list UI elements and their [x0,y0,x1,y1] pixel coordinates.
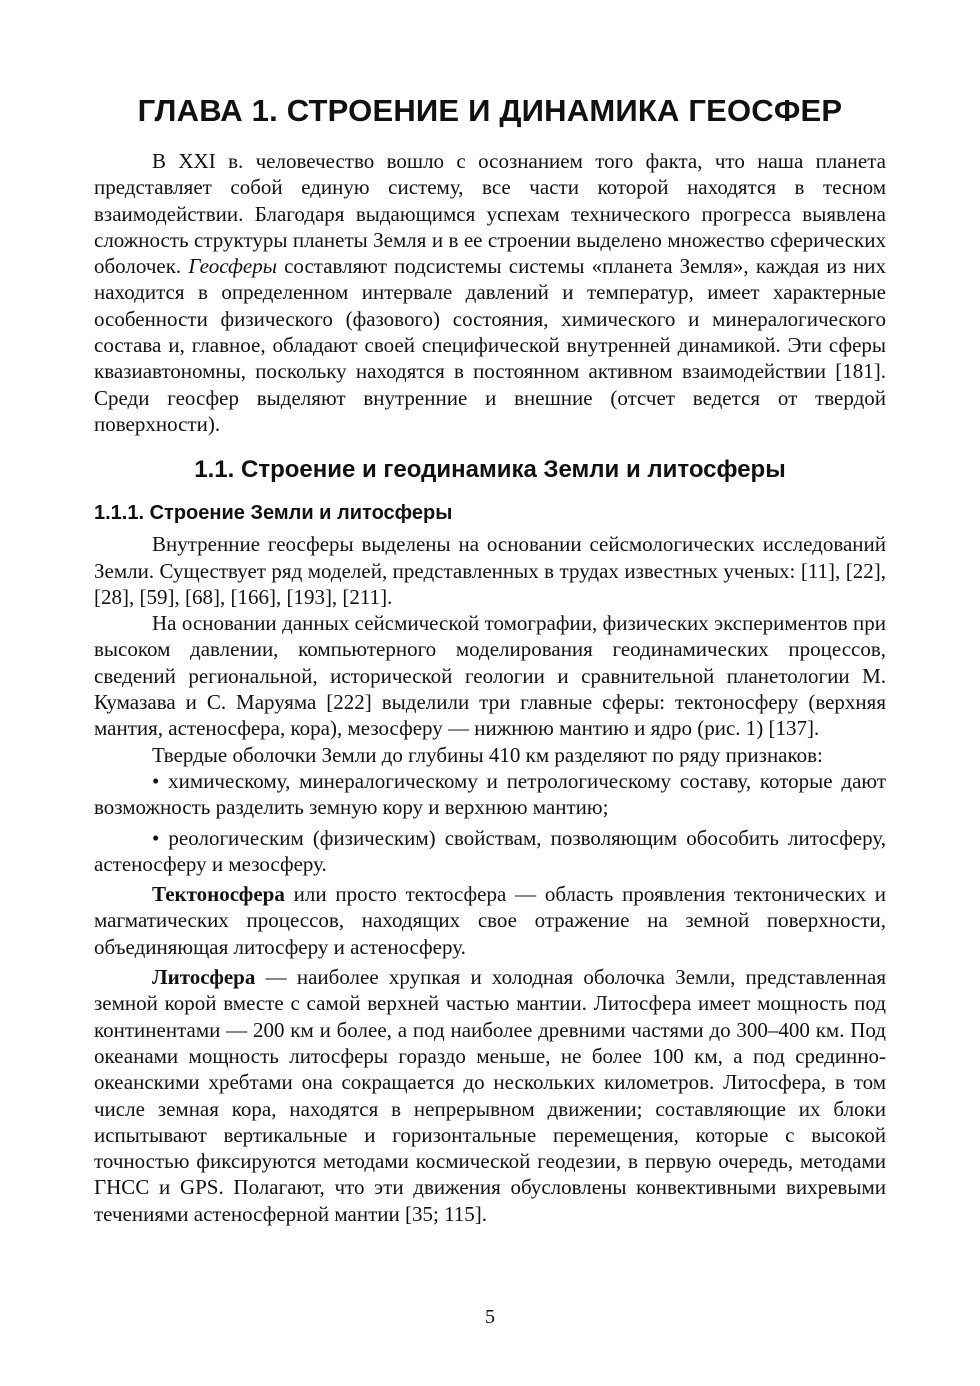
subsection-title: 1.1.1. Строение Земли и литосферы [94,502,453,525]
intro-text-1: В XXI в. человечество вошло с осознанием того факта, что наша планета представляет собой единую систему, все части которой находятся в тесном взаимодействии. Благодаря выдающимся успехам технического прогресса выявлена сложность структуры планеты Земля и в ее строении выделено множество сферических оболочек. [94,149,886,279]
term-tectonosphere: Тектоносфера [152,882,285,907]
tectonosphere-text: или просто тектосфера — область проявления тектонических и магматических процессов, находящих свое отражение на земной поверхности, объединяющая литосферу и астеносферу. [94,882,886,959]
intro-paragraph [94,148,886,437]
paragraph-lithosphere [94,964,886,1227]
intro-text-2: составляют подсистемы системы «планета Земля», каждая из них находится в определенном интервале давлений и температур, имеет характерные особенности физического (фазового) состояния, химического и минералогического состава и, главное, обладают своей специфической внутренней динамикой. Эти сферы квазиавтономны, поскольку находятся в постоянном активном взаимодействии [181]. Среди геосфер выделяют внутренние и внешние (отсчет ведется от твердой поверхности). [94,254,886,436]
section-title: 1.1. Строение и геодинамика Земли и литосферы [194,456,786,484]
paragraph-tomography: На основании данных сейсмической томографии, физических экспериментов при высоком давлении, компьютерного моделирования геодинамических процессов, сведений региональной, исторической геологии и сравнительной планетологии М. Кумазава и С. Маруяма [222] выделили три главные сферы: тектоносферу (верхняя мантия, астеносфера, кора), мезосферу — нижнюю мантию и ядро (рис. 1) [137]. [94,611,886,741]
intro-italic-term: Геосферы [188,254,277,279]
paragraph-seismology: Внутренние геосферы выделены на основании сейсмологических исследований Земли. Существует ряд моделей, представленных в трудах известных ученых: [11], [22], [28], [59], [68], [166], [193], [211]. [94,532,886,609]
page-content [94,86,886,1227]
page-number: 5 [485,1306,495,1328]
lithosphere-text: — наиболее хрупкая и холодная оболочка Земли, представленная земной корой вместе с самой верхней частью мантии. Литосфера имеет мощность под континентами — 200 км и более, а под наиболее древними частями до 300–400 км. Под океанами мощность литосферы гораздо меньше, не более 100 км, а под срединно-океанскими хребтами она сокращается до нескольких километров. Литосфера, в том числе земная кора, находятся в непрерывном движении; составляющие их блоки испытывают вертикальные и горизонтальные перемещения, которые с высокой точностью фиксируются методами космической геодезии, в первую очередь, методами ГНСС и GPS. Полагают, что эти движения обусловлены конвективными вихревыми течениями астеносферной мантии [35; 115]. [94,965,886,1226]
bullet-item-rheology: • реологическим (физическим) свойствам, позволяющим обособить литосферу, астеносферу и мезосферу. [94,825,886,876]
term-lithosphere: Литосфера [152,965,256,990]
bullet-item-composition: • химическому, минералогическому и петрологическому составу, которые дают возможность разделить земную кору и верхнюю мантию; [94,768,886,820]
paragraph-solid-shells: Твердые оболочки Земли до глубины 410 км разделяют по ряду признаков: [152,742,823,767]
chapter-title: ГЛАВА 1. СТРОЕНИЕ И ДИНАМИКА ГЕОСФЕР [137,93,843,128]
paragraph-tectonosphere [94,881,886,960]
